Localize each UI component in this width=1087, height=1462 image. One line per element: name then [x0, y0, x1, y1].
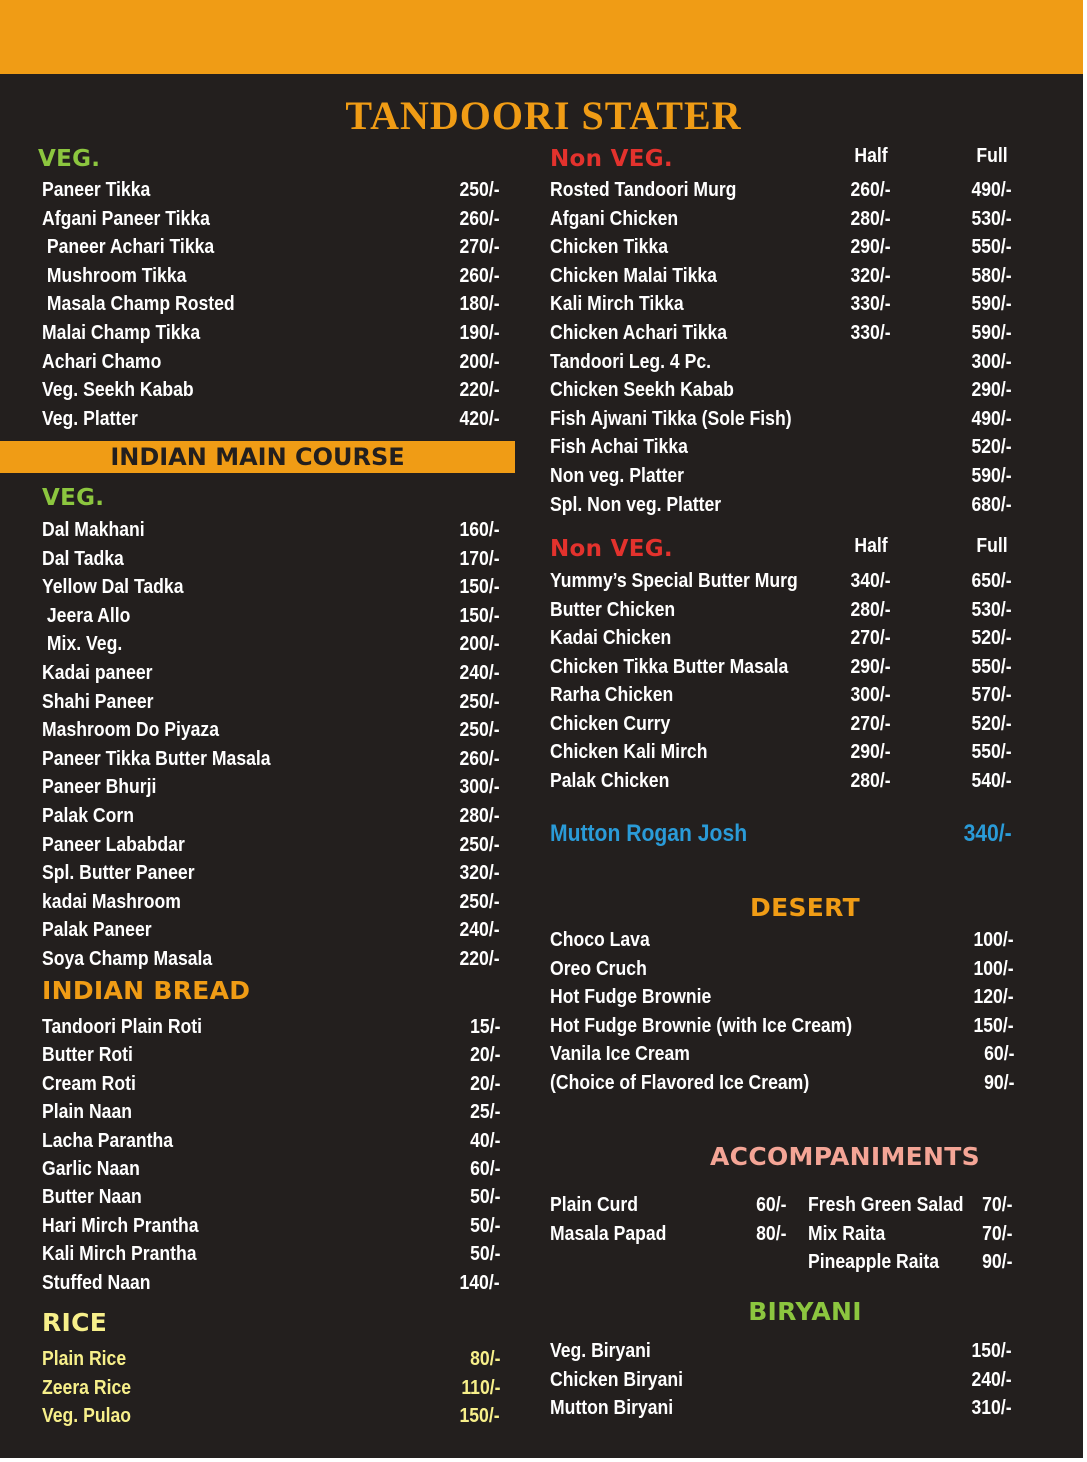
item-price: 240/-: [459, 919, 500, 942]
item-name: Fish Achai Tikka: [550, 436, 688, 459]
item-price: 220/-: [459, 379, 500, 402]
item-name: Non veg. Platter: [550, 465, 684, 487]
item-price: 150/-: [973, 1014, 1014, 1037]
menu-item: [0, 516, 500, 544]
item-price: 80/-: [469, 1348, 500, 1370]
item-name: Fish Ajwani Tikka (Sole Fish): [550, 407, 792, 430]
item-name: Veg. Platter: [42, 407, 138, 430]
item-price: 420/-: [459, 407, 500, 430]
mutton-rogan-josh-item: [550, 818, 1012, 850]
item-half-price: 270/-: [850, 627, 891, 649]
item-name: Mutton Biryani: [550, 1397, 674, 1419]
item-price: 60/-: [755, 1194, 786, 1216]
menu-item: [0, 1070, 500, 1098]
menu-item: [0, 1155, 500, 1183]
menu-item: [550, 926, 1014, 954]
item-full-price: 590/-: [971, 293, 1012, 316]
menu-item: [550, 348, 1012, 376]
item-name: Palak Chicken: [550, 769, 670, 792]
item-price: 100/-: [973, 929, 1014, 951]
menu-item: [550, 319, 1012, 347]
menu-item: [0, 176, 500, 204]
menu-item: [550, 1012, 1014, 1040]
item-name: Chicken Kali Mirch: [550, 741, 708, 763]
item-name: Palak Corn: [42, 805, 134, 827]
menu-item: [808, 1248, 1012, 1276]
item-price: 90/-: [983, 1072, 1014, 1094]
item-name: Chicken Malai Tikka: [550, 264, 717, 287]
menu-item: [550, 710, 1012, 738]
item-price: 40/-: [469, 1129, 500, 1152]
item-price: 150/-: [459, 576, 500, 599]
item-name: Achari Chamo: [42, 350, 162, 373]
item-name: Afgani Chicken: [550, 207, 679, 230]
item-price: 25/-: [469, 1101, 500, 1124]
item-full-price: 580/-: [971, 264, 1012, 287]
item-name: Mix Raita: [808, 1222, 886, 1245]
menu-item: [0, 831, 500, 859]
menu-item: [550, 767, 1012, 795]
item-full-price: 520/-: [971, 712, 1012, 735]
item-name: Kadai Chicken: [550, 627, 672, 649]
menu-item: [0, 1269, 500, 1297]
item-name: Kali Mirch Tikka: [550, 293, 684, 316]
item-name: Chicken Tikka: [550, 236, 669, 259]
item-name: Mushroom Tikka: [42, 264, 187, 287]
item-name: Tandoori Plain Roti: [42, 1016, 203, 1038]
menu-item: [550, 983, 1014, 1011]
item-name: Chicken Seekh Kabab: [550, 379, 734, 402]
menu-item: [550, 1040, 1014, 1068]
menu-item: [0, 1374, 500, 1402]
menu-item: [0, 1402, 500, 1430]
menu-item: [0, 545, 500, 573]
item-price: 190/-: [459, 322, 500, 344]
item-price: 50/-: [469, 1243, 500, 1266]
item-half-price: 340/-: [850, 570, 891, 592]
item-price: 200/-: [459, 350, 500, 373]
item-full-price: 530/-: [971, 598, 1012, 621]
desert-heading: DESERT: [750, 893, 860, 922]
item-full-price: 290/-: [971, 379, 1012, 402]
item-price: 60/-: [983, 1043, 1014, 1066]
item-half-price: 290/-: [850, 741, 891, 763]
menu-item: [550, 624, 1012, 652]
item-name: Paneer Achari Tikka: [42, 236, 215, 259]
menu-item: [550, 1069, 1014, 1097]
item-price: 140/-: [459, 1271, 500, 1294]
item-half-price: 330/-: [850, 293, 891, 316]
item-price: 170/-: [459, 547, 500, 570]
item-half-price: 260/-: [850, 179, 891, 201]
item-name: Hot Fudge Brownie: [550, 986, 712, 1009]
item-name: Kali Mirch Prantha: [42, 1243, 197, 1266]
menu-item: [550, 433, 1012, 461]
menu-item: [0, 290, 500, 318]
menu-item: [0, 262, 500, 290]
item-name: Spl. Non veg. Platter: [550, 493, 722, 516]
item-name: Paneer Bhurji: [42, 776, 157, 799]
item-name: Plain Rice: [42, 1348, 127, 1370]
menu-item: [550, 681, 1012, 709]
bread-heading: INDIAN BREAD: [42, 976, 251, 1005]
item-half-price: 290/-: [850, 655, 891, 678]
menu-item: [550, 233, 1012, 261]
item-name: Masala Champ Rosted: [42, 293, 235, 316]
item-name: Stuffed Naan: [42, 1271, 151, 1294]
item-name: Masala Papad: [550, 1222, 667, 1245]
item-name: Chicken Curry: [550, 712, 671, 735]
starter-veg-heading: VEG.: [38, 146, 101, 172]
menu-item: [0, 1345, 500, 1373]
menu-item: [0, 573, 500, 601]
menu-item: [0, 1013, 500, 1041]
item-half-price: 330/-: [850, 322, 891, 344]
item-name: Chicken Achari Tikka: [550, 322, 728, 344]
item-price: 260/-: [459, 747, 500, 770]
menu-item: [550, 738, 1012, 766]
item-name: Plain Curd: [550, 1194, 639, 1216]
item-half-price: 320/-: [850, 264, 891, 287]
item-price: 200/-: [459, 633, 500, 656]
menu-item: [0, 348, 500, 376]
item-half-price: 300/-: [850, 684, 891, 706]
menu-item: [550, 955, 1014, 983]
menu-title: TANDOORI STATER: [345, 93, 742, 138]
item-price: 60/-: [469, 1158, 500, 1180]
item-name: Lacha Parantha: [42, 1129, 174, 1152]
menu-item: [0, 1098, 500, 1126]
item-half-price: 280/-: [850, 598, 891, 621]
item-price: 310/-: [971, 1397, 1012, 1419]
menu-item: [0, 888, 500, 916]
item-name: Hot Fudge Brownie (with Ice Cream): [550, 1014, 853, 1037]
starter-half-label: Half: [854, 145, 888, 167]
item-price: 20/-: [469, 1044, 500, 1067]
item-name: Shahi Paneer: [42, 690, 154, 713]
item-price: 320/-: [459, 862, 500, 885]
item-full-price: 590/-: [971, 322, 1012, 344]
menu-item: [0, 688, 500, 716]
item-name: Fresh Green Salad: [808, 1194, 964, 1216]
menu-item: [0, 630, 500, 658]
item-name: Veg. Seekh Kabab: [42, 379, 194, 402]
item-half-price: 280/-: [850, 207, 891, 230]
item-name: Jeera Allo: [42, 604, 131, 627]
main-veg-heading: VEG.: [42, 485, 105, 511]
item-full-price: 550/-: [971, 236, 1012, 259]
item-price: 50/-: [469, 1186, 500, 1209]
item-full-price: 570/-: [971, 684, 1012, 706]
item-full-price: 520/-: [971, 627, 1012, 649]
item-name: Soya Champ Masala: [42, 948, 213, 970]
menu-item: [550, 1394, 1012, 1422]
item-full-price: 530/-: [971, 207, 1012, 230]
menu-item: [550, 1337, 1012, 1365]
menu-item: [550, 567, 1012, 595]
item-full-price: 680/-: [971, 493, 1012, 516]
main-half-label: Half: [854, 535, 888, 557]
item-price: 70/-: [981, 1194, 1012, 1216]
menu-item: [0, 802, 500, 830]
item-full-price: 520/-: [971, 436, 1012, 459]
item-full-price: 540/-: [971, 769, 1012, 792]
menu-item: [0, 745, 500, 773]
item-name: Butter Naan: [42, 1186, 142, 1209]
menu-item: [0, 945, 500, 973]
item-price: 15/-: [469, 1016, 500, 1038]
item-full-price: 650/-: [971, 570, 1012, 592]
item-name: Cream Roti: [42, 1072, 136, 1095]
page-border-bottom: [0, 1458, 1087, 1462]
main-course-banner: [0, 441, 515, 473]
accompaniments-heading: ACCOMPANIMENTS: [710, 1142, 980, 1171]
item-price: 240/-: [971, 1368, 1012, 1391]
menu-item: [550, 653, 1012, 681]
item-name: Mix. Veg.: [42, 633, 123, 656]
menu-item: [0, 1240, 500, 1268]
menu-item: [0, 916, 500, 944]
page-border-right: [1083, 0, 1087, 1462]
menu-item: [808, 1220, 1012, 1248]
menu-item: [0, 205, 500, 233]
menu-item: [550, 491, 1012, 519]
item-price: 300/-: [459, 776, 500, 799]
item-name: Veg. Pulao: [42, 1405, 132, 1427]
menu-item: [0, 859, 500, 887]
main-nonveg-heading: Non VEG.: [550, 536, 673, 562]
item-name: Kadai paneer: [42, 662, 153, 684]
item-price: 100/-: [973, 957, 1014, 980]
menu-item: [550, 596, 1012, 624]
menu-item: [808, 1191, 1012, 1219]
item-name: Spl. Butter Paneer: [42, 862, 195, 885]
menu-item: [550, 376, 1012, 404]
item-name: Yummy’s Special Butter Murg: [550, 570, 798, 592]
item-name: Choco Lava: [550, 929, 650, 951]
menu-item: [0, 1041, 500, 1069]
item-name: Paneer Tikka Butter Masala: [42, 747, 271, 770]
item-full-price: 550/-: [971, 741, 1012, 763]
item-name: Dal Makhani: [42, 519, 145, 541]
item-name: Mashroom Do Piyaza: [42, 719, 220, 742]
item-name: Pineapple Raita: [808, 1251, 940, 1273]
main-full-label: Full: [976, 535, 1008, 557]
item-name: Mutton Rogan Josh: [550, 820, 748, 847]
item-price: 250/-: [459, 890, 500, 913]
rice-heading: RICE: [42, 1308, 108, 1337]
menu-item: [0, 233, 500, 261]
item-name: Plain Naan: [42, 1101, 132, 1124]
item-name: Malai Champ Tikka: [42, 322, 201, 344]
item-price: 150/-: [459, 604, 500, 627]
item-name: Afgani Paneer Tikka: [42, 207, 210, 230]
item-name: (Choice of Flavored Ice Cream): [550, 1072, 810, 1094]
item-full-price: 590/-: [971, 465, 1012, 487]
item-name: Chicken Biryani: [550, 1368, 684, 1391]
item-half-price: 270/-: [850, 712, 891, 735]
item-full-price: 490/-: [971, 179, 1012, 201]
item-full-price: 300/-: [971, 350, 1012, 373]
item-name: Oreo Cruch: [550, 957, 647, 980]
item-half-price: 290/-: [850, 236, 891, 259]
item-price: 120/-: [973, 986, 1014, 1009]
item-name: Butter Chicken: [550, 598, 676, 621]
item-name: Chicken Tikka Butter Masala: [550, 655, 789, 678]
menu-item: [0, 716, 500, 744]
item-name: Veg. Biryani: [550, 1340, 651, 1362]
biryani-heading: BIRYANI: [748, 1297, 862, 1326]
item-price: 240/-: [459, 662, 500, 684]
item-name: Rosted Tandoori Murg: [550, 179, 737, 201]
item-price: 220/-: [459, 948, 500, 970]
item-price: 270/-: [459, 236, 500, 259]
item-name: Butter Roti: [42, 1044, 133, 1067]
item-price: 250/-: [459, 833, 500, 856]
menu-item: [550, 290, 1012, 318]
item-price: 50/-: [469, 1214, 500, 1237]
menu-item: [550, 205, 1012, 233]
menu-item: [0, 1183, 500, 1211]
menu-item: [550, 462, 1012, 490]
item-price: 150/-: [971, 1340, 1012, 1362]
item-name: Paneer Lababdar: [42, 833, 185, 856]
menu-item: [550, 1191, 786, 1219]
item-name: Hari Mirch Prantha: [42, 1214, 199, 1237]
menu-item: [550, 176, 1012, 204]
top-accent-bar: [0, 0, 1087, 74]
menu-item: [550, 1220, 786, 1248]
item-price: 20/-: [469, 1072, 500, 1095]
item-name: Tandoori Leg. 4 Pc.: [550, 350, 712, 373]
item-price: 340/-: [963, 820, 1012, 847]
menu-item: [550, 262, 1012, 290]
item-price: 70/-: [981, 1222, 1012, 1245]
item-name: Paneer Tikka: [42, 179, 151, 201]
item-price: 160/-: [459, 519, 500, 541]
menu-item: [0, 1127, 500, 1155]
item-full-price: 490/-: [971, 407, 1012, 430]
main-course-banner-label: INDIAN MAIN COURSE: [110, 443, 405, 471]
item-price: 250/-: [459, 719, 500, 742]
item-name: Zeera Rice: [42, 1376, 132, 1399]
item-price: 90/-: [981, 1251, 1012, 1273]
menu-item: [0, 773, 500, 801]
starter-nonveg-heading: Non VEG.: [550, 146, 673, 172]
item-name: Garlic Naan: [42, 1158, 140, 1180]
item-name: Rarha Chicken: [550, 684, 674, 706]
item-price: 260/-: [459, 207, 500, 230]
item-price: 280/-: [459, 805, 500, 827]
item-price: 180/-: [459, 293, 500, 316]
item-name: Vanila Ice Cream: [550, 1043, 690, 1066]
item-name: Palak Paneer: [42, 919, 152, 942]
item-price: 260/-: [459, 264, 500, 287]
menu-item: [0, 319, 500, 347]
item-price: 150/-: [459, 1405, 500, 1427]
menu-item: [550, 1366, 1012, 1394]
menu-item: [0, 1212, 500, 1240]
item-name: Dal Tadka: [42, 547, 124, 570]
item-name: Yellow Dal Tadka: [42, 576, 184, 599]
item-price: 250/-: [459, 690, 500, 713]
item-half-price: 280/-: [850, 769, 891, 792]
menu-item: [0, 602, 500, 630]
item-price: 250/-: [459, 179, 500, 201]
menu-item: [550, 405, 1012, 433]
menu-item: [0, 376, 500, 404]
item-price: 80/-: [755, 1222, 786, 1245]
item-full-price: 550/-: [971, 655, 1012, 678]
menu-item: [0, 405, 500, 433]
menu-item: [0, 659, 500, 687]
item-name: kadai Mashroom: [42, 890, 181, 913]
item-price: 110/-: [460, 1376, 500, 1399]
starter-full-label: Full: [976, 145, 1008, 167]
